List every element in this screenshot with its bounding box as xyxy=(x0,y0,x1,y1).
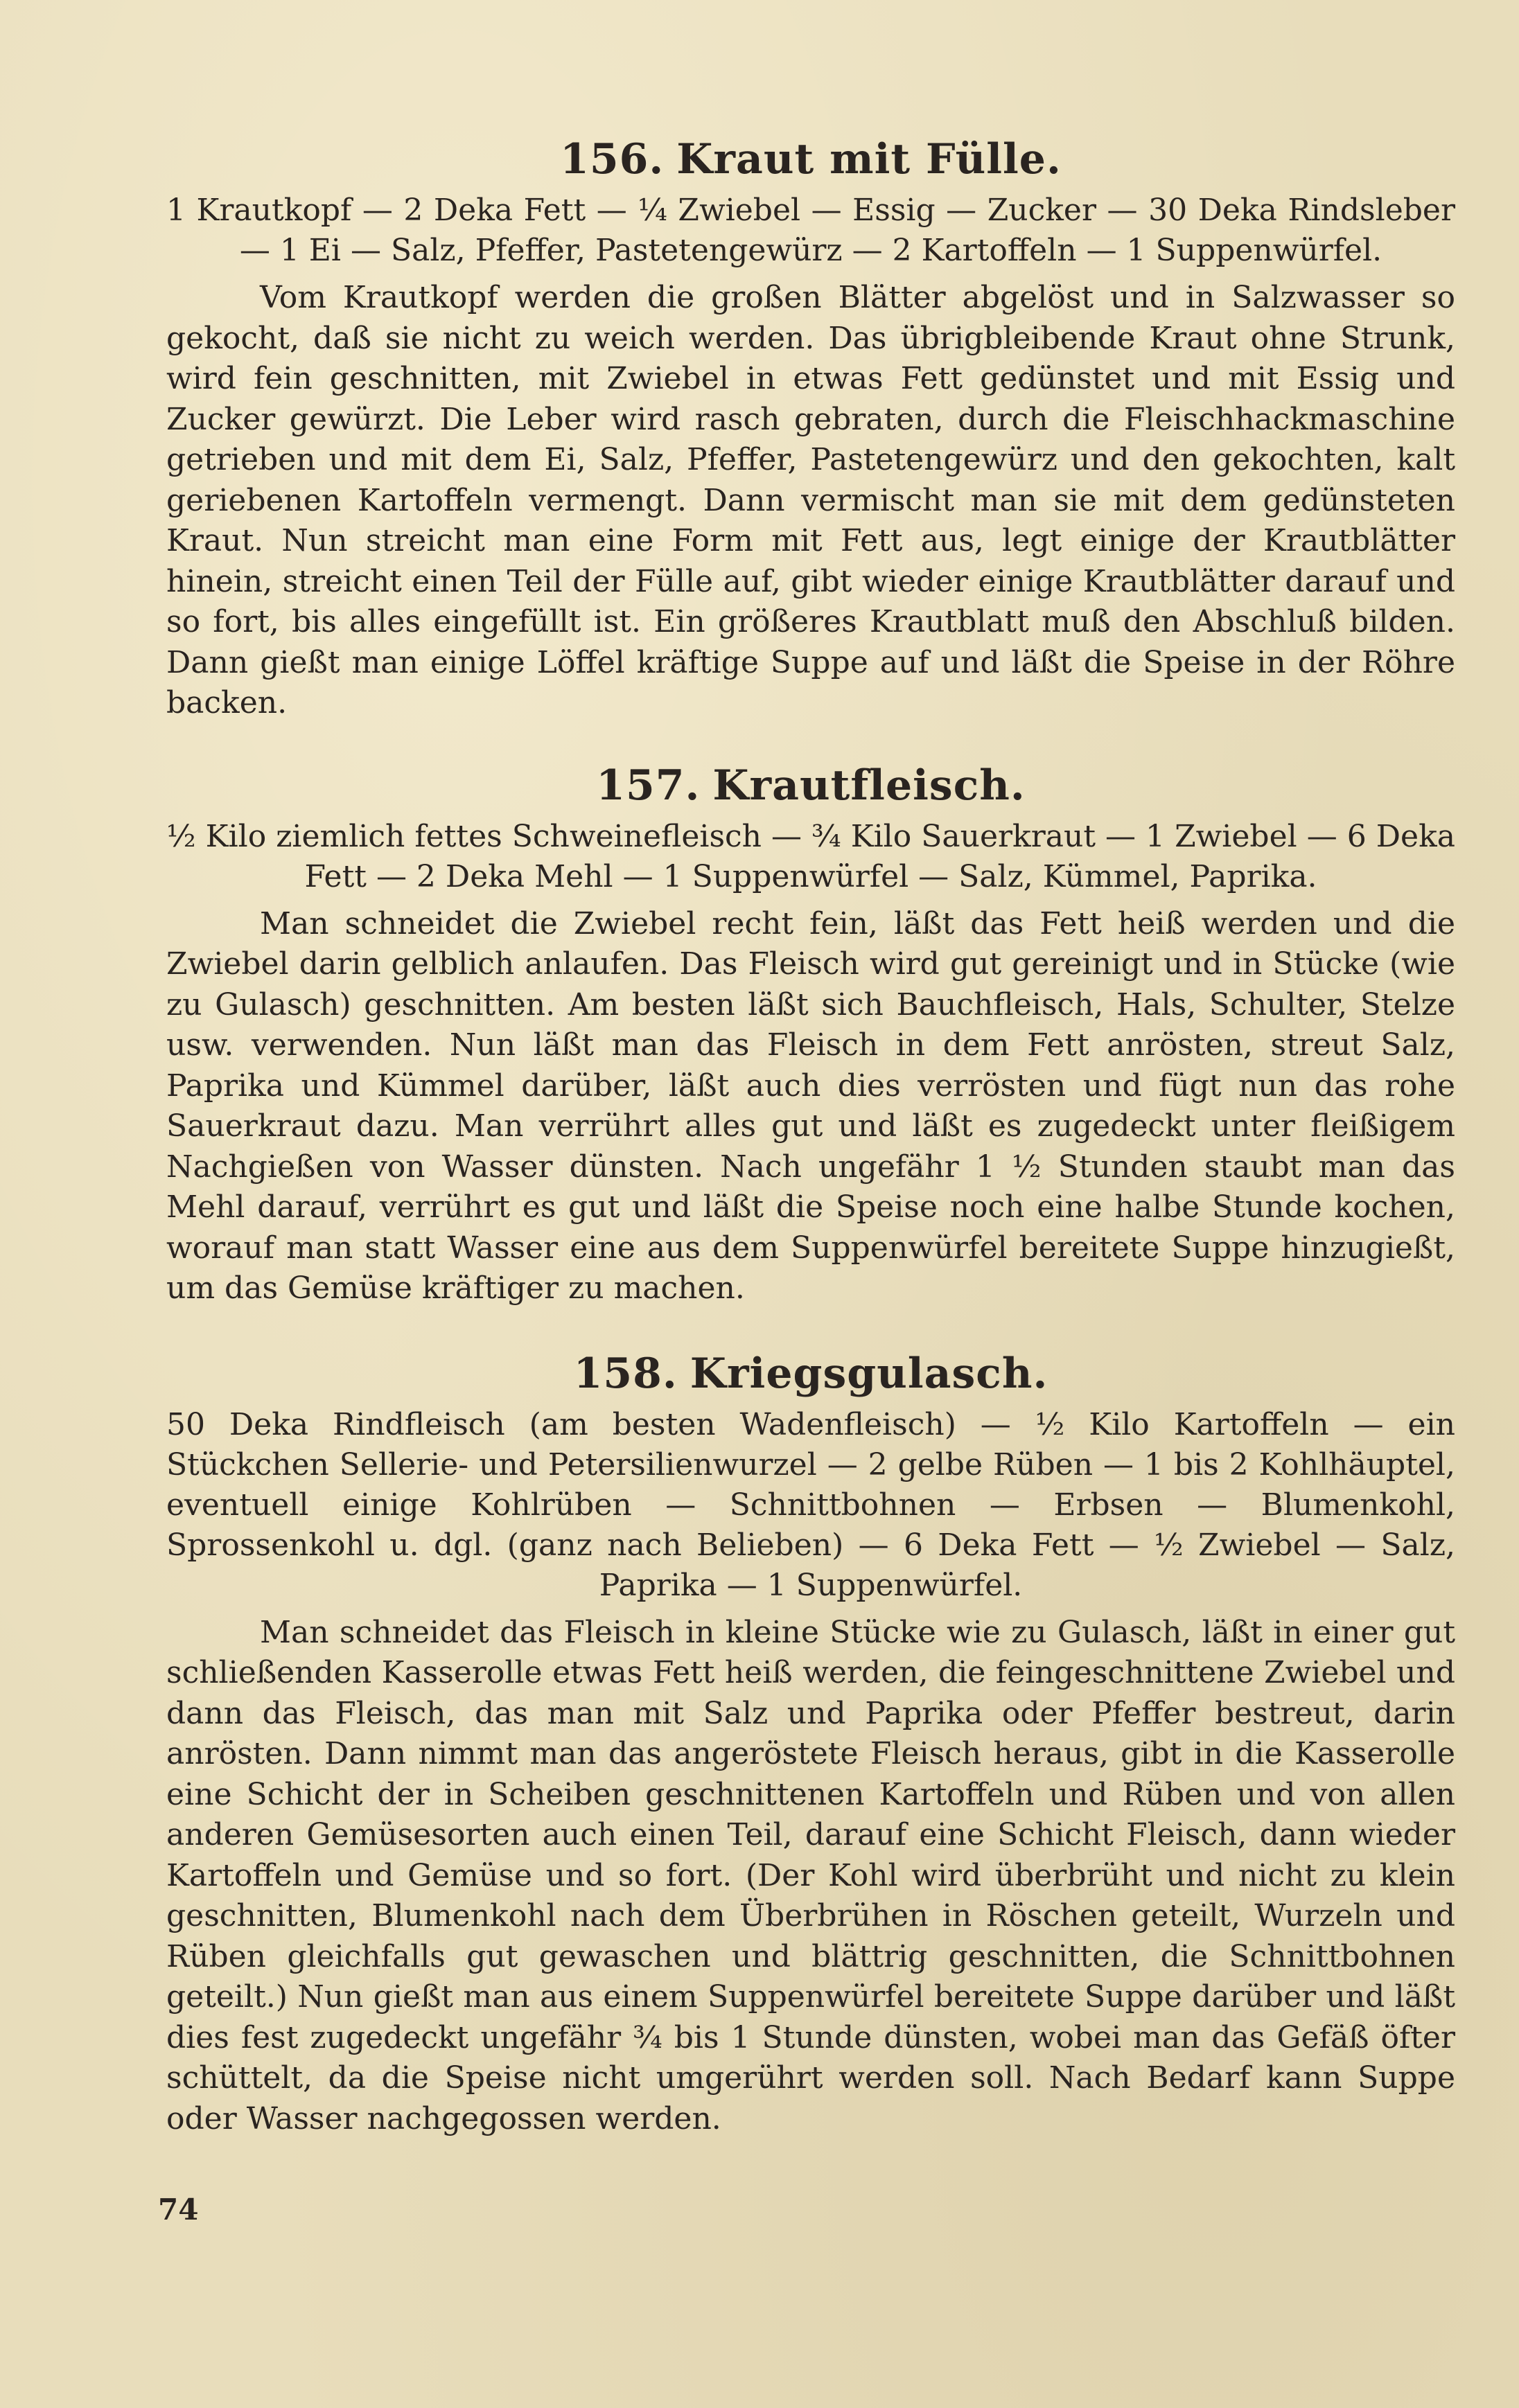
recipe-156 xyxy=(166,128,1455,724)
recipe-title xyxy=(166,1343,1455,1405)
recipe-number: 157. xyxy=(596,761,701,810)
ingredient-list: 50 Deka Rindfleisch (am besten Wadenfleisch) — ½ Kilo Kartoffeln — ein Stückchen Sellerie- und Petersilienwurzel — 2 gelbe Rüben — 1 bis 2 Kohlhäuptel, eventuell einige Kohlrüben — Schnittbohnen — Erbsen — Blumenkohl, Sprossenkohl u. dgl. (ganz nach Belieben) — 6 Deka Fett — ½ Zwiebel — Salz, Paprika — 1 Suppenwürfel. xyxy=(166,1406,1455,1603)
recipe-number: 158. xyxy=(573,1349,678,1398)
recipe-name: Kriegsgulasch. xyxy=(690,1349,1048,1398)
recipe-name: Kraut mit Fülle. xyxy=(676,135,1062,184)
ingredient-list: 1 Krautkopf — 2 Deka Fett — ¼ Zwiebel — Essig — Zucker — 30 Deka Rindsleber — 1 Ei — Salz, Pfeffer, Pastetengewürz — 2 Kartoffeln — 1 Suppenwürfel. xyxy=(166,193,1455,268)
recipe-instructions: Man schneidet das Fleisch in kleine Stücke wie zu Gulasch, läßt in einer gut schließenden Kasserolle etwas Fett heiß werden, die feingeschnittene Zwiebel und dann das Fleisch, das man mit Salz und Paprika oder Pfeffer bestreut, darin anrösten. Dann nimmt man das angeröstete Fleisch heraus, gibt in die Kasserolle eine Schicht der in Scheiben geschnittenen Kartoffeln und Rüben und von allen anderen Gemüsesorten auch einen Teil, darauf eine Schicht Fleisch, dann wieder Kartoffeln und Gemüse und so fort. (Der Kohl wird überbrüht und nicht zu klein geschnitten, Blumenkohl nach dem Überbrühen in Röschen geteilt, Wurzeln und Rüben gleichfalls gut gewaschen und blättrig geschnitten, die Schnittbohnen geteilt.) Nun gießt man aus einem Suppenwürfel bereitete Suppe darüber und läßt dies fest zugedeckt ungefähr ¾ bis 1 Stunde dünsten, wobei man das Gefäß öfter schüttelt, da die Speise nicht umgerührt werden soll. Nach Bedarf kann Suppe oder Wasser nachgegossen werden. xyxy=(166,1614,1455,2136)
recipe-title xyxy=(166,754,1455,817)
page-number: 74 xyxy=(158,2193,199,2226)
recipe-title xyxy=(166,128,1455,191)
recipe-instructions: Man schneidet die Zwiebel recht fein, läßt das Fett heiß werden und die Zwiebel darin gelblich anlaufen. Das Fleisch wird gut gereinigt und in Stücke (wie zu Gulasch) geschnitten. Am besten läßt sich Bauchfleisch, Hals, Schulter, Stelze usw. verwenden. Nun läßt man das Fleisch in dem Fett anrösten, streut Salz, Paprika und Kümmel darüber, läßt auch dies verrösten und fügt nun das rohe Sauerkraut dazu. Man verrührt alles gut und läßt es zugedeckt unter fleißigem Nachgießen von Wasser dünsten. Nach ungefähr 1 ½ Stunden staubt man das Mehl darauf, verrührt es gut und läßt die Speise noch eine halbe Stunde kochen, worauf man statt Wasser eine aus dem Suppenwürfel bereitete Suppe hinzugießt, um das Gemüse kräftiger zu machen. xyxy=(166,905,1455,1306)
recipe-157 xyxy=(166,754,1455,1309)
recipe-instructions: Vom Krautkopf werden die großen Blätter abgelöst und in Salzwasser so gekocht, daß sie nicht zu weich werden. Das übrigbleibende Kraut ohne Strunk, wird fein geschnitten, mit Zwiebel in etwas Fett gedünstet und mit Essig und Zucker gewürzt. Die Leber wird rasch gebraten, durch die Fleischhackmaschine getrieben und mit dem Ei, Salz, Pfeffer, Pastetengewürz und den gekochten, kalt geriebenen Kartoffeln vermengt. Dann vermischt man sie mit dem gedünsteten Kraut. Nun streicht man eine Form mit Fett aus, legt einige der Krautblätter hinein, streicht einen Teil der Fülle auf, gibt wieder einige Krautblätter darauf und so fort, bis alles eingefüllt ist. Ein größeres Krautblatt muß den Abschluß bilden. Dann gießt man einige Löffel kräftige Suppe auf und läßt die Speise in der Röhre backen. xyxy=(166,280,1455,720)
recipe-158 xyxy=(166,1343,1455,2140)
recipe-number: 156. xyxy=(560,135,665,184)
recipe-name: Krautfleisch. xyxy=(712,761,1026,810)
ingredient-list: ½ Kilo ziemlich fettes Schweinefleisch — ¾ Kilo Sauerkraut — 1 Zwiebel — 6 Deka Fett — 2 Deka Mehl — 1 Suppenwürfel — Salz, Kümmel, Paprika. xyxy=(166,818,1455,894)
page-content xyxy=(166,128,1455,2139)
